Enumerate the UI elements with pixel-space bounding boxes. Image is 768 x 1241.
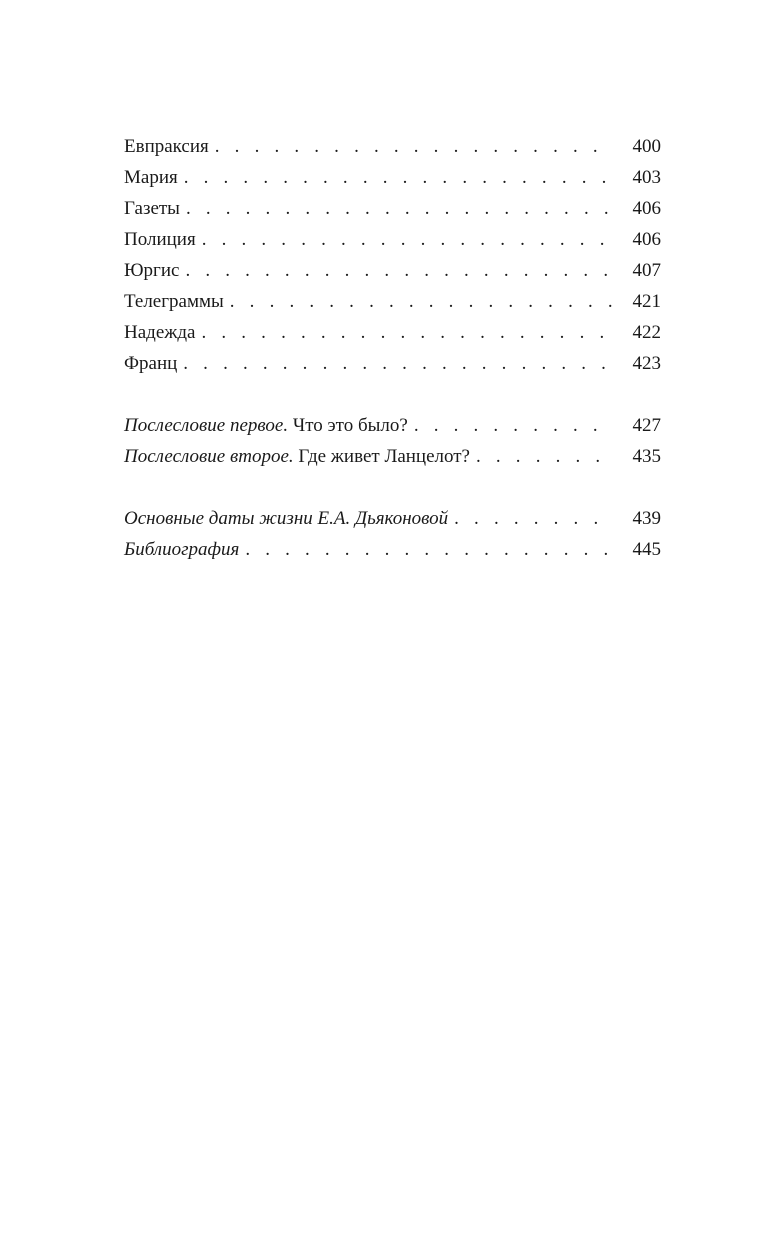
toc-entry[interactable] [124,255,661,286]
appendix-label: Основные даты жизни Е.А. Дьяконовой [124,508,449,529]
dot-leader [186,193,613,224]
toc-entry-title: Франц [124,353,178,374]
toc-entry[interactable] [124,193,661,224]
dot-leader [215,131,613,162]
afterword-label: Послесловие первое. [124,415,289,436]
dot-leader [201,317,613,348]
toc-entry[interactable] [124,503,661,534]
toc-entry-title [124,441,470,472]
dot-leader [414,410,613,441]
afterword-title: Что это было? [292,415,408,436]
dot-leader [454,503,613,534]
toc-entry-title: Евпраксия [124,136,209,157]
toc-entry-title: Телеграммы [124,291,224,312]
toc-entry-page: 439 [632,508,661,529]
toc-entry[interactable] [124,162,661,193]
toc-entry-page: 406 [632,198,661,219]
toc-entry-title: Надежда [124,322,196,343]
toc-entry[interactable] [124,441,661,472]
toc-entry[interactable] [124,534,661,565]
appendix-group [124,503,661,565]
chapters-group [124,131,661,379]
dot-leader [476,441,613,472]
toc-entry-page: 435 [632,446,661,467]
toc-entry[interactable] [124,131,661,162]
afterword-title: Где живет Ланцелот? [298,446,470,467]
toc-entry[interactable] [124,317,661,348]
afterwords-group [124,410,661,472]
dot-leader [202,224,613,255]
toc-entry[interactable] [124,224,661,255]
toc-entry-page: 422 [632,322,661,343]
toc-entry-page: 406 [632,229,661,250]
dot-leader [184,162,613,193]
toc-entry-title: Мария [124,167,178,188]
toc-entry-title [124,503,448,534]
table-of-contents [124,131,661,565]
toc-entry-title [124,534,239,565]
toc-entry-page: 427 [632,415,661,436]
toc-entry-page: 421 [632,291,661,312]
dot-leader [185,255,613,286]
toc-entry-page: 400 [632,136,661,157]
dot-leader [230,286,613,317]
toc-entry-title: Юргис [124,260,180,281]
toc-entry-page: 423 [632,353,661,374]
toc-entry[interactable] [124,286,661,317]
toc-entry[interactable] [124,348,661,379]
appendix-label: Библиография [124,539,240,560]
afterword-label: Послесловие второе. [124,446,294,467]
toc-entry-title: Газеты [124,198,180,219]
dot-leader [245,534,613,565]
dot-leader [183,348,613,379]
toc-entry-page: 403 [632,167,661,188]
toc-entry-title [124,410,408,441]
toc-entry-page: 407 [632,260,661,281]
toc-entry[interactable] [124,410,661,441]
toc-entry-page: 445 [632,539,661,560]
toc-entry-title: Полиция [124,229,196,250]
